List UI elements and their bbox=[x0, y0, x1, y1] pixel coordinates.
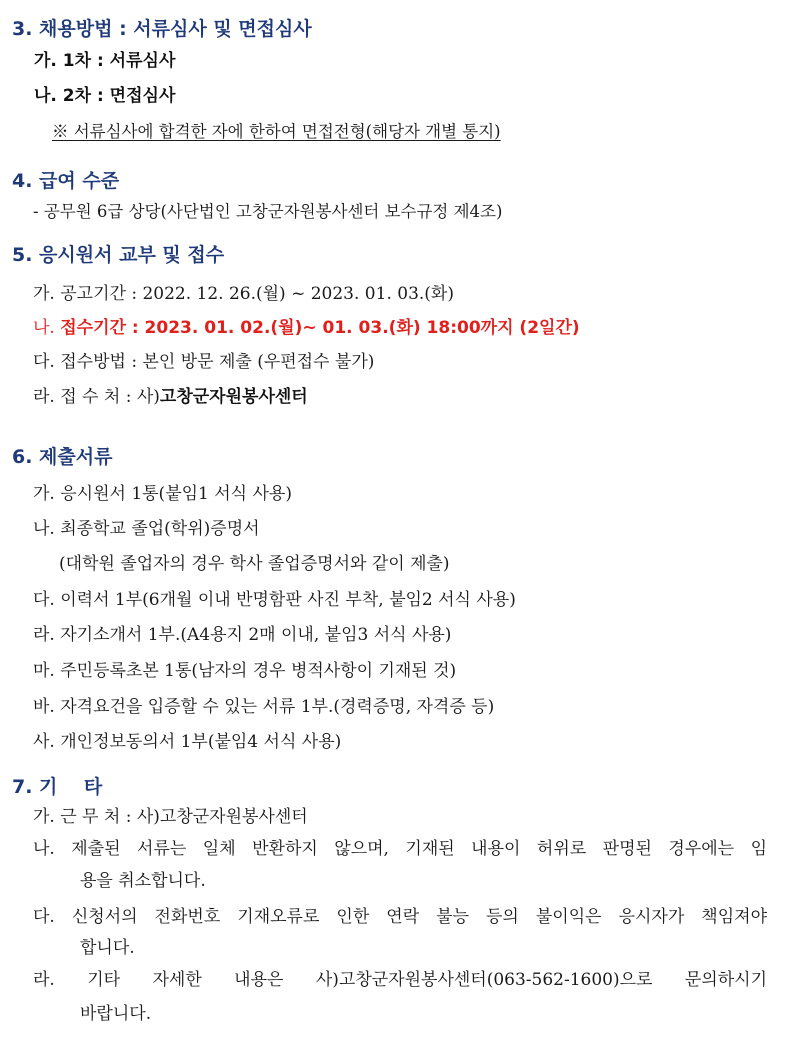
section-3-note: ※ 서류심사에 합격한 자에 한하여 면접전형(해당자 개별 통지) bbox=[52, 122, 501, 141]
section-3-heading: 3. 채용방법 : 서류심사 및 면접심사 bbox=[12, 18, 312, 40]
section-6-item-2: 나. 최종학교 졸업(학위)증명서 bbox=[33, 519, 260, 539]
section-5-item-4-prefix: 라. 접 수 처 : 사) bbox=[33, 387, 160, 407]
section-5-heading: 5. 응시원서 교부 및 접수 bbox=[12, 244, 225, 266]
section-6-item-7: 사. 개인정보동의서 1부(붙임4 서식 사용) bbox=[33, 732, 342, 752]
section-6-item-4: 라. 자기소개서 1부.(A4용지 2매 이내, 붙임3 서식 사용) bbox=[33, 625, 452, 645]
section-5-item-1: 가. 공고기간 : 2022. 12. 26.(월) ~ 2023. 01. 03.(화) bbox=[33, 284, 454, 304]
section-6-heading: 6. 제출서류 bbox=[12, 446, 113, 468]
section-6-item-1: 가. 응시원서 1통(붙임1 서식 사용) bbox=[33, 484, 292, 504]
application-period: 접수기간 : 2023. 01. 02.(월)~ 01. 03.(화) 18:00까지 (2일간) bbox=[60, 318, 580, 338]
section-7-heading: 7. 기 타 bbox=[12, 776, 103, 798]
section-5-item-4 bbox=[33, 386, 308, 408]
section-7-item-3-line-2: 합니다. bbox=[80, 938, 135, 958]
section-6-item-6: 바. 자격요건을 입증할 수 있는 서류 1부.(경력증명, 자격증 등) bbox=[33, 697, 495, 717]
section-7-item-3-line-1: 다. 신청서의 전화번호 기재오류로 인한 연락 불능 등의 불이익은 응시자가 책임져야 bbox=[33, 907, 767, 927]
section-6-item-5: 마. 주민등록초본 1통(남자의 경우 병적사항이 기재된 것) bbox=[33, 661, 457, 681]
section-5-item-4-place: 고창군자원봉사센터 bbox=[159, 387, 308, 407]
section-6-item-3: 다. 이력서 1부(6개월 이내 반명함판 사진 부착, 붙임2 서식 사용) bbox=[33, 590, 516, 610]
section-5-item-2-prefix: 나. bbox=[33, 318, 61, 338]
section-3-item-2: 나. 2차 : 면접심사 bbox=[34, 86, 176, 106]
section-4-item-1: - 공무원 6급 상당(사단법인 고창군자원봉사센터 보수규정 제4조) bbox=[33, 202, 503, 221]
section-4-heading: 4. 급여 수준 bbox=[12, 170, 120, 192]
section-5-item-3: 다. 접수방법 : 본인 방문 제출 (우편접수 불가) bbox=[33, 352, 375, 372]
section-7-item-4-line-2: 바랍니다. bbox=[80, 1004, 152, 1024]
section-5-item-2 bbox=[33, 317, 580, 339]
section-6-item-2-note: (대학원 졸업자의 경우 학사 졸업증명서와 같이 제출) bbox=[59, 554, 450, 574]
section-7-item-2-line-1: 나. 제출된 서류는 일체 반환하지 않으며, 기재된 내용이 허위로 판명된 경우에는 임 bbox=[33, 839, 767, 859]
section-7-item-1: 가. 근 무 처 : 사)고창군자원봉사센터 bbox=[33, 807, 308, 827]
section-7-item-2-line-2: 용을 취소합니다. bbox=[80, 871, 206, 891]
section-7-item-4-line-1: 라. 기타 자세한 내용은 사)고창군자원봉사센터(063-562-1600)으로 문의하시기 bbox=[33, 970, 767, 990]
section-3-item-1: 가. 1차 : 서류심사 bbox=[34, 51, 176, 71]
